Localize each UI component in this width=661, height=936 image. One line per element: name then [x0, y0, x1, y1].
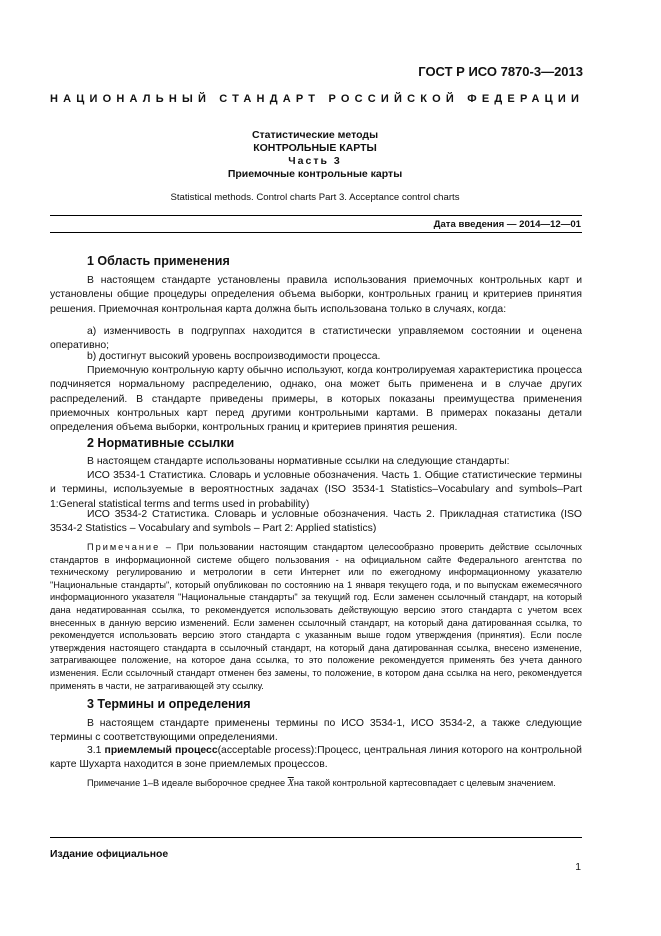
section-2-heading: 2 Нормативные ссылки [87, 436, 235, 450]
english-title: Statistical methods. Control charts Part 3. Acceptance control charts [170, 192, 460, 203]
standard-banner: НАЦИОНАЛЬНЫЙ СТАНДАРТ РОССИЙСКОЙ ФЕДЕРАЦИИ [50, 93, 585, 105]
note-suffix: на такой контрольной картесовпадает с целевым значением. [293, 778, 556, 788]
section-1-heading: 1 Область применения [87, 254, 230, 268]
section-2-paragraph-1: В настоящем стандарте использованы нормативные ссылки на следующие стандарты: [87, 456, 510, 467]
official-edition: Издание официальное [50, 849, 169, 860]
term-name: приемлемый процесс [104, 745, 218, 756]
note-prefix: Примечание 1–В идеале выборочное среднее [87, 778, 288, 788]
divider-bottom [50, 232, 582, 233]
note-text: – При пользовании настоящим стандартом целесообразно проверить действие ссылочных стандартов в информационной системе общего пользования - на официальном сайте Федерального агентства по техническому регулированию и метрологии в сети Интернет или по ежегодному информационному указателю "Национальные стандарты", который опубликован по состоянию на 1 января текущего года, и по выпускам ежемесячного информационного указателя "Национальные стандарты" за текущий год. Если заменен ссылочный стандарт, на который дана недатированная ссылка, то рекомендуется использовать действующую версию этого стандарта с учетом всех внесенных в данную версию изменений. Если заменен ссылочный стандарт, на который дана датированная ссылка, то рекомендуется использовать версию этого стандарта с указанным выше годом утверждения (принятия). Если после утверждения настоящего стандарта в ссылочный стандарт, на который дана датированная ссылка, внесено изменение, затрагивающее положение, на которое дана ссылка, то это положение рекомендуется применять без учета данного изменения. Если ссылочный стандарт отменен без замены, то положение, в котором дана ссылка на него, рекомендуется применять в части, не затрагивающей эту ссылку. [50, 542, 582, 691]
section-2-reference-1: ИСО 3534-1 Статистика. Словарь и условные обозначения. Часть 1. Общие статистические термины и термины, используемые в вероятностных задачах (ISO 3534-1 Statistics–Vocabulary and symbols–Part 1:General statistical terms and terms used in probability) [50, 470, 582, 510]
section-3-paragraph-1: В настоящем стандарте применены термины по ИСО 3534-1, ИСО 3534-2, а также следующие термины с соответствующими определениями. [50, 718, 582, 744]
section-3-note [50, 777, 582, 791]
footer-divider [50, 837, 582, 838]
title-line-2: КОНТРОЛЬНЫЕ КАРТЫ [253, 142, 377, 154]
divider-top [50, 215, 582, 216]
section-3-term-3-1 [50, 744, 582, 773]
section-1-paragraph-1: В настоящем стандарте установлены правила использования приемочных контрольных карт и установлены общие процедуры определения объема выборки, контрольных границ и критериев принятия решения. Приемочная контрольная карта должна быть использована только в случаях, когда: [50, 275, 582, 315]
section-1-item-b: b) достигнут высокий уровень воспроизводимости процесса. [87, 351, 381, 362]
x-bar-symbol: $\overline{X}$ [287, 778, 294, 789]
title-line-1: Статистические методы [251, 129, 379, 141]
section-1-item-a: а) изменчивость в подгруппах находится в статистически управляемом состоянии и оценена оперативно; [50, 326, 582, 352]
document-code: ГОСТ Р ИСО 7870-3—2013 [418, 64, 583, 79]
section-2-note [50, 541, 582, 692]
introduction-date: Дата введения — 2014—12—01 [433, 219, 581, 230]
term-definition: (acceptable process):Процесс, центральная линия которого на контрольной карте Шухарта находится в зоне приемлемых процессов. [50, 745, 582, 771]
title-part: Часть 3 [288, 155, 342, 167]
section-3-heading: 3 Термины и определения [87, 697, 251, 711]
section-1-paragraph-2: Приемочную контрольную карту обычно используют, когда контролируемая характеристика процесса подчиняется нормальному распределению, однако, она может быть применена и в случае других распределений. В стандарте приведены примеры, в которых показаны преимущества применения приемочных контрольных карт перед другими контрольными картами. В примерах показаны детали определения объема выборки, контрольных границ и критериев принятия решения. [50, 365, 582, 434]
section-2-reference-2: ИСО 3534-2 Статистика. Словарь и условные обозначения. Часть 2. Прикладная статистика (ISO 3534-2 Statistics – Vocabulary and symbols – Part 2: Applied statistics) [50, 509, 582, 535]
note-label: Примечание [87, 542, 161, 552]
page-number: 1 [575, 862, 581, 873]
term-number: 3.1 [87, 745, 105, 756]
title-line-4: Приемочные контрольные карты [227, 168, 403, 180]
